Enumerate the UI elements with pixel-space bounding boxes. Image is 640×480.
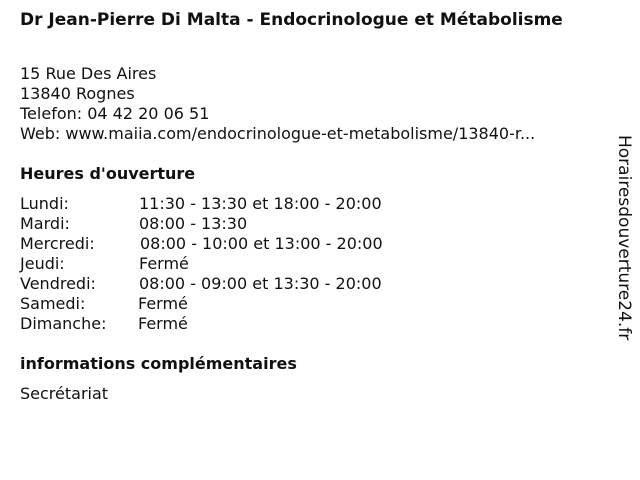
day-label: Vendredi:: [20, 274, 96, 293]
address-street: 15 Rue Des Aires: [20, 64, 157, 83]
page-title: Dr Jean-Pierre Di Malta - Endocrinologue et Métabolisme: [20, 10, 563, 30]
contact-block: [20, 64, 535, 144]
time-value: 11:30 - 13:30 et 18:00 - 20:00: [139, 194, 382, 213]
time-value: Fermé: [138, 314, 188, 333]
opening-hours-heading: Heures d'ouverture: [20, 164, 196, 183]
site-watermark: Horairesdouverture24.fr: [614, 135, 634, 341]
additional-info-heading: informations complémentaires: [20, 354, 297, 373]
phone-number[interactable]: Telefon: 04 42 20 06 51: [20, 104, 210, 123]
time-value: Fermé: [138, 294, 188, 313]
time-value: 08:00 - 10:00 et 13:00 - 20:00: [140, 234, 383, 253]
day-label: Dimanche:: [20, 314, 107, 333]
day-label: Mardi:: [20, 214, 70, 233]
time-value: 08:00 - 09:00 et 13:30 - 20:00: [139, 274, 382, 293]
day-label: Lundi:: [20, 194, 69, 213]
info-item: Secrétariat: [20, 384, 109, 403]
day-label: Mercredi:: [20, 234, 95, 253]
address-city: 13840 Rognes: [20, 84, 135, 103]
time-value: Fermé: [139, 254, 189, 273]
website-link[interactable]: Web: www.maiia.com/endocrinologue-et-metabolisme/13840-r...: [20, 124, 536, 143]
time-value: 08:00 - 13:30: [139, 214, 248, 233]
day-label: Samedi:: [20, 294, 86, 313]
day-label: Jeudi:: [20, 254, 65, 273]
